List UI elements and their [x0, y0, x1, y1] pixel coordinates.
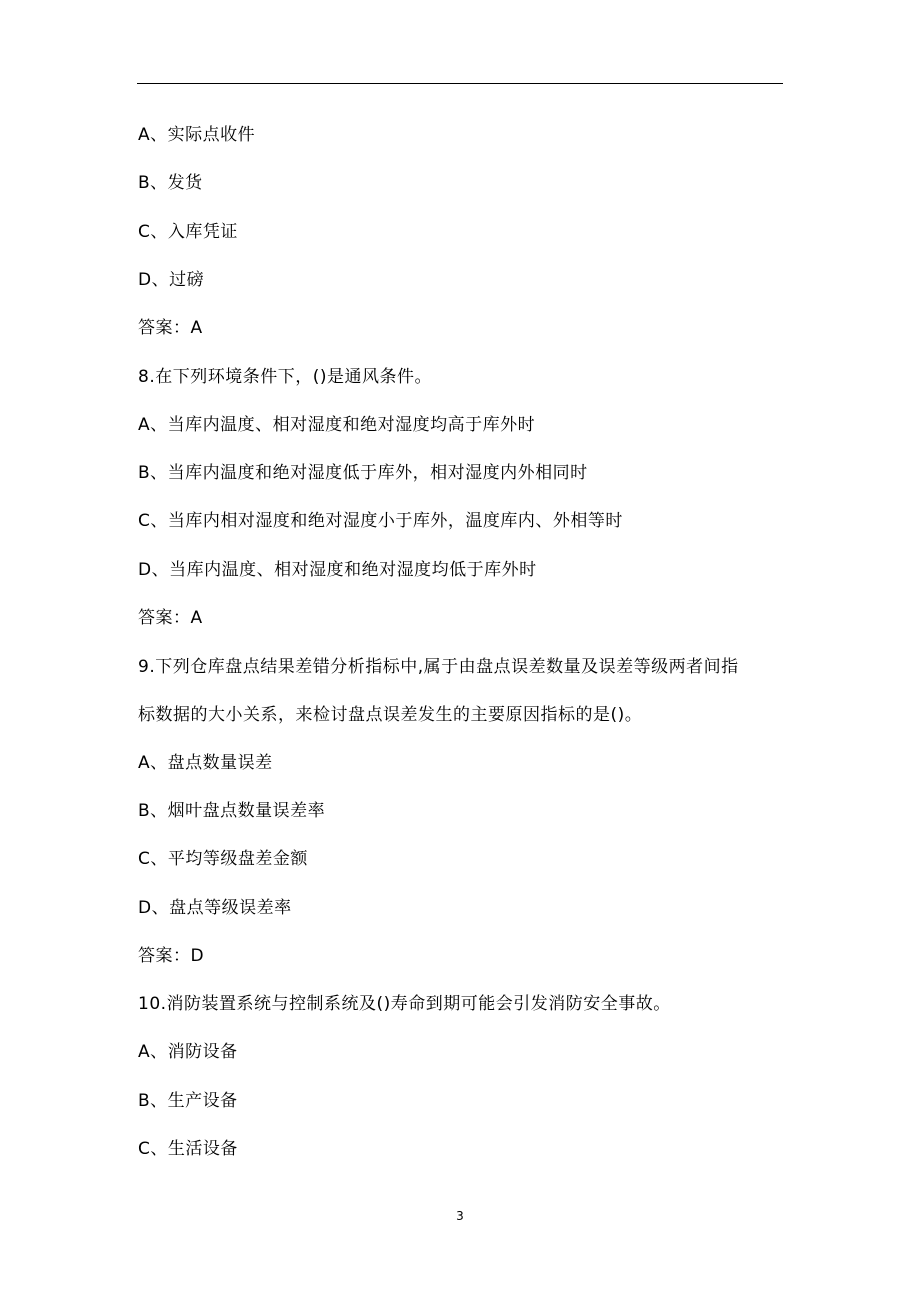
q8-option-d: D、当库内温度、相对湿度和绝对湿度均低于库外时	[138, 560, 537, 580]
q7-option-c: C、入库凭证	[138, 222, 238, 242]
q9-answer: 答案：D	[138, 946, 205, 966]
q7-option-d: D、过磅	[138, 270, 205, 290]
q7-option-b: B、发货	[138, 173, 203, 193]
q9-option-c: C、平均等级盘差金额	[138, 849, 308, 869]
q9-option-d: D、盘点等级误差率	[138, 898, 292, 918]
header-rule	[137, 83, 783, 84]
q8-option-a: A、当库内温度、相对湿度和绝对湿度均高于库外时	[138, 415, 536, 435]
q7-option-a: A、实际点收件	[138, 125, 256, 145]
q9-option-b: B、烟叶盘点数量误差率	[138, 801, 326, 821]
q7-answer: 答案：A	[138, 318, 203, 338]
q8-option-b: B、当库内温度和绝对湿度低于库外，相对湿度内外相同时	[138, 463, 588, 483]
q9-option-a: A、盘点数量误差	[138, 753, 273, 773]
q9-question-line-2: 标数据的大小关系，来检讨盘点误差发生的主要原因指标的是()。	[138, 705, 643, 725]
q8-answer: 答案：A	[138, 608, 203, 628]
q9-question-line-1: 9.下列仓库盘点结果差错分析指标中,属于由盘点误差数量及误差等级两者间指	[138, 657, 739, 677]
page-number: 3	[456, 1209, 464, 1223]
q10-option-a: A、消防设备	[138, 1042, 238, 1062]
q8-option-c: C、当库内相对湿度和绝对湿度小于库外，温度库内、外相等时	[138, 511, 623, 531]
q10-option-c: C、生活设备	[138, 1139, 238, 1159]
q8-question: 8.在下列环境条件下，()是通风条件。	[138, 367, 432, 387]
q10-question: 10.消防装置系统与控制系统及()寿命到期可能会引发消防安全事故。	[138, 994, 671, 1014]
q10-option-b: B、生产设备	[138, 1091, 238, 1111]
